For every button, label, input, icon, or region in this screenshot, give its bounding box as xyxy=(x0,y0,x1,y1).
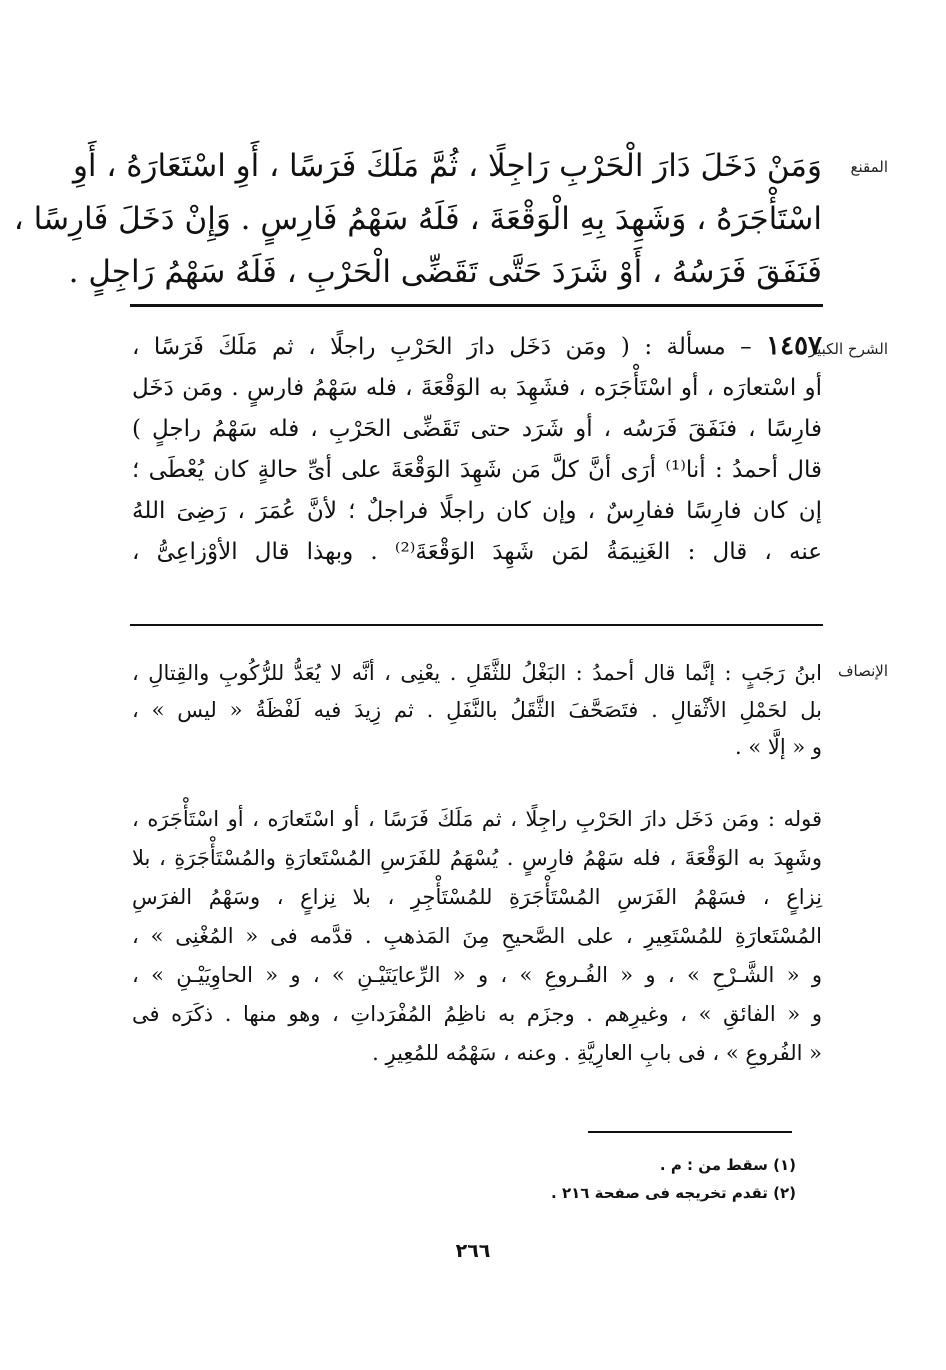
sharh-line-1 xyxy=(132,326,822,368)
footnotes xyxy=(196,1151,796,1207)
footnote-2: (٢) تقدم تخريجه فى صفحة ٢١٦ . xyxy=(551,1184,796,1202)
insaf-line: وشَهِدَ به الوَقْعَةَ ، فله سَهْمُ فارِسٍ . يُسْهَمُ للفَرَسِ المُسْتَعارَةِ والمُسْتَأْجَرَةِ ، بلا xyxy=(132,846,822,870)
insaf-line: و « إلَّا » . xyxy=(734,735,822,759)
insaf-line: قوله : ومَن دَخَل دارَ الحَرْبِ راجِلًا ، ثم مَلَكَ فَرَسًا ، أو اسْتَعارَه ، أو اسْتَأْجَرَه ، xyxy=(132,807,822,831)
issue-number: ١٤٥٧ xyxy=(766,331,822,361)
insaf-line: نِزاعٍ ، فسَهْمُ الفَرَسِ المُسْتَأْجَرَةِ للمُسْتَأْجِرِ ، بلا نِزاعٍ ، وسَهْمُ الفرَسِ xyxy=(132,885,822,909)
sharh-line: أو اسْتعارَه ، أو اسْتَأْجَرَه ، فشَهِدَ به الوَقْعَةَ ، فله سَهْمُ فارسٍ . ومَن دَخَل xyxy=(132,375,822,401)
section-divider-thin xyxy=(130,624,823,626)
page-number: ٢٦٦ xyxy=(455,1240,491,1262)
sharh-line: قال أحمدُ : أنا⁽¹⁾ أرَى أنَّ كلَّ مَن شَهِدَ الوَقْعَةَ على أىِّ حالةٍ كان يُعْطَى ؛ xyxy=(132,457,822,483)
sharh-line: فارِسًا ، فنَفَقَ فَرَسُه ، أو شَرَد حتى تَقَضِّى الحَرْبِ ، فله سَهْمُ راجلٍ ) xyxy=(132,416,822,442)
insaf-line: و « الشَّـرْحِ » ، و « الفُـروعِ » ، و « الرِّعايَتَيْـنِ » ، و « الحاوِيَيْـنِ » ، xyxy=(132,963,822,987)
muqni-line: اسْتَأْجَرَهُ ، وَشَهِدَ بِهِ الْوَقْعَةَ ، فَلَهُ سَهْمُ فَارِسٍ . وَإِنْ دَخَلَ فَارِسًا ، xyxy=(13,201,822,237)
sharh-text xyxy=(132,326,822,573)
section-divider-thick xyxy=(130,304,823,307)
insaf-line: و « الفائقِ » ، وغيرِهم . وجزَم به ناظِمُ المُفْرَداتِ ، وهو منها . ذكَرَه فى xyxy=(132,1002,822,1026)
sharh-line: إن كان فارِسًا ففارِسٌ ، وإن كان راجلًا فراجلٌ ؛ لأنَّ عُمَرَ ، رَضِىَ اللهُ xyxy=(132,498,822,524)
insaf-top-text xyxy=(132,655,822,766)
footnote-divider xyxy=(588,1131,792,1133)
insaf-main-text xyxy=(132,800,822,1073)
margin-label-insaf: الإنصاف xyxy=(837,662,888,680)
footnote-1: (١) سقط من : م . xyxy=(659,1156,796,1174)
insaf-line: بل لحَمْلِ الأثْقالِ . فتَصَحَّفَ الثَّقَلُ بالنَّفَلِ . ثم زِيدَ فيه لَفْظَةُ « ليس » ، xyxy=(132,698,822,722)
sharh-line-1-text: – مسألة : ( ومَن دَخَل دارَ الحَرْبِ راجلًا ، ثم مَلَكَ فَرَسًا ، xyxy=(132,334,767,360)
sharh-line: عنه ، قال : الغَنِيمَةُ لمَن شَهِدَ الوَقْعَةَ⁽²⁾ . وبهذا قال الأوْزاعِىُّ ، xyxy=(132,539,822,565)
muqni-line: فَنَفَقَ فَرَسُهُ ، أَوْ شَرَدَ حَتَّى تَقَضِّى الْحَرْبِ ، فَلَهُ سَهْمُ رَاجِلٍ . xyxy=(68,254,822,290)
margin-label-sharh: الشرح الكبير xyxy=(808,340,888,358)
insaf-line: « الفُروعِ » ، فى بابِ العارِيَّةِ . وعنه ، سَهْمُه للمُعِيرِ . xyxy=(372,1041,822,1065)
insaf-line: المُسْتَعارَةِ للمُسْتَعِيرِ ، على الصَّحيحِ مِنَ المَذهبِ . قدَّمه فى « المُغْنِى » ، xyxy=(132,924,822,948)
insaf-line: ابنُ رَجَبٍ : إنَّما قال أحمدُ : البَغْلُ للثَّقَلِ . يعْنِى ، أنَّه لا يُعَدُّ للرُّكُوبِ والقِتالِ ، xyxy=(132,661,822,685)
muqni-text xyxy=(13,140,822,299)
muqni-line: وَمَنْ دَخَلَ دَارَ الْحَرْبِ رَاجِلًا ، ثُمَّ مَلَكَ فَرَسًا ، أَوِ اسْتَعَارَهُ ، أَوِ xyxy=(72,148,822,184)
margin-label-muqni: المقنع xyxy=(850,158,888,176)
